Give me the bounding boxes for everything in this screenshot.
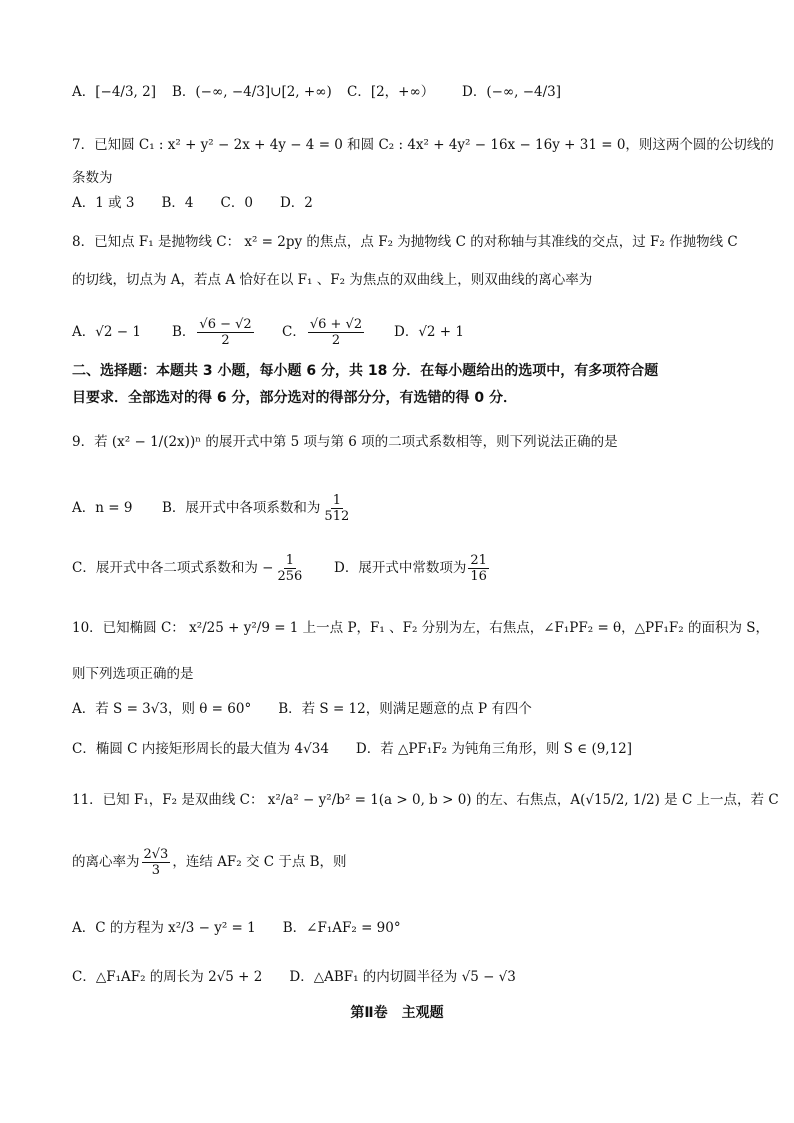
q11-stem-line2 <box>72 840 734 884</box>
q9-options-ab <box>72 488 734 528</box>
q11-eccentricity-denominator: 3 <box>151 862 161 878</box>
q9-option-a: A．n = 9 <box>72 500 133 516</box>
q6-option-a: A．[−4/3, 2] <box>72 84 156 100</box>
q9-option-c-denominator: 256 <box>277 568 303 584</box>
q9-options-cd <box>72 548 734 588</box>
q6-option-d: D．(−∞, −4/3] <box>462 84 562 100</box>
q9-option-b-numerator: 1 <box>332 492 341 508</box>
section2-heading-line2: 目要求．全部选对的得 6 分，部分选对的得部分分，有选错的得 0 分． <box>72 390 517 406</box>
q10-options-ab: A．若 S = 3√3，则 θ = 60° B．若 S = 12，则满足题意的点 P 有四个 <box>72 701 532 717</box>
q10-stem-line1: 10．已知椭圆 C： x²/25 + y²/9 = 1 上一点 P，F₁ 、F₂ 分别为左，右焦点，∠F₁PF₂ = θ，△PF₁F₂ 的面积为 S， <box>72 620 770 636</box>
q9-option-b-label: B．展开式中各项系数和为 <box>162 500 321 516</box>
q8-stem-line2: 的切线，切点为 A，若点 A 恰好在以 F₁ 、F₂ 为焦点的双曲线上，则双曲线的离心率为 <box>72 272 593 288</box>
q10-options-cd: C．椭圆 C 内接矩形周长的最大值为 4√34 D．若 △PF₁F₂ 为钝角三角形，则 S ∈ (9,12] <box>72 741 633 757</box>
q6-option-c: C．[2，+∞） <box>347 84 435 100</box>
q11-stem-line2-rest: ，连结 AF₂ 交 C 于点 B，则 <box>172 854 347 870</box>
q9-option-b-fraction <box>322 493 351 524</box>
q9-option-c-fraction <box>275 553 304 584</box>
q11-stem-line1: 11．已知 F₁，F₂ 是双曲线 C： x²/a² − y²/b² = 1(a > 0, b > 0) 的左、右焦点，A(√15/2, 1/2) 是 C 上一点，若 C <box>72 792 779 808</box>
q8-stem-line1: 8．已知点 F₁ 是抛物线 C： x² = 2py 的焦点，点 F₂ 为抛物线 C 的对称轴与其准线的交点，过 F₂ 作抛物线 C <box>72 234 738 250</box>
q8-option-b-label: B． <box>172 324 196 340</box>
q9-option-c <box>72 553 334 584</box>
section2-heading-line1: 二、选择题：本题共 3 小题，每小题 6 分，共 18 分．在每小题给出的选项中，有多项符合题 <box>72 363 659 379</box>
q9-option-b <box>162 493 353 524</box>
q9-option-c-label: C．展开式中各二项式系数和为 − <box>72 560 274 576</box>
q9-option-b-denominator: 512 <box>324 508 350 524</box>
q8-option-a: A．√2 − 1 <box>72 324 141 340</box>
q8-option-c-denominator: 2 <box>331 332 341 348</box>
q11-eccentricity-fraction <box>142 847 171 878</box>
q9-option-d-denominator: 16 <box>470 568 487 584</box>
q8-option-c-numerator: √6 + √2 <box>309 316 363 332</box>
q9-stem: 9．若 (x² − 1/(2x))ⁿ 的展开式中第 5 项与第 6 项的二项式系数相等，则下列说法正确的是 <box>72 434 618 450</box>
q8-option-c-label: C． <box>282 324 306 340</box>
q9-option-d <box>334 553 491 584</box>
part2-title: 第Ⅱ卷 主观题 <box>350 1005 444 1021</box>
q8-option-b <box>172 317 282 348</box>
q7-stem-line1: 7．已知圆 C₁ : x² + y² − 2x + 4y − 4 = 0 和圆 C₂ : 4x² + 4y² − 16x − 16y + 31 = 0，则这两个圆的公切线的 <box>72 137 774 153</box>
q8-option-b-numerator: √6 − √2 <box>199 316 252 332</box>
q6-options <box>72 82 734 102</box>
q9-option-d-label: D．展开式中常数项为 <box>334 560 467 576</box>
q8-option-b-fraction <box>197 317 253 348</box>
q7-options: A．1 或 3 B．4 C．0 D．2 <box>72 195 313 211</box>
q8-option-d: D．√2 + 1 <box>394 324 464 340</box>
q7-stem-line2: 条数为 <box>72 170 113 186</box>
q8-options <box>72 310 734 354</box>
q10-stem-line2: 则下列选项正确的是 <box>72 666 194 682</box>
q9-option-d-numerator: 21 <box>470 552 487 568</box>
q11-eccentricity-numerator: 2√3 <box>143 846 169 862</box>
q8-option-b-denominator: 2 <box>221 332 230 348</box>
q8-option-c <box>282 317 394 348</box>
q9-option-c-numerator: 1 <box>285 552 294 568</box>
q9-option-d-fraction <box>468 553 489 584</box>
q11-options-cd: C．△F₁AF₂ 的周长为 2√5 + 2 D．△ABF₁ 的内切圆半径为 √5 − √3 <box>72 969 516 985</box>
q11-stem-line2-label: 的离心率为 <box>72 854 140 870</box>
q11-options-ab: A．C 的方程为 x²/3 − y² = 1 B．∠F₁AF₂ = 90° <box>72 920 401 936</box>
q8-option-c-fraction <box>308 317 364 348</box>
q6-option-b: B．(−∞, −4/3]∪[2, +∞) <box>172 84 332 100</box>
